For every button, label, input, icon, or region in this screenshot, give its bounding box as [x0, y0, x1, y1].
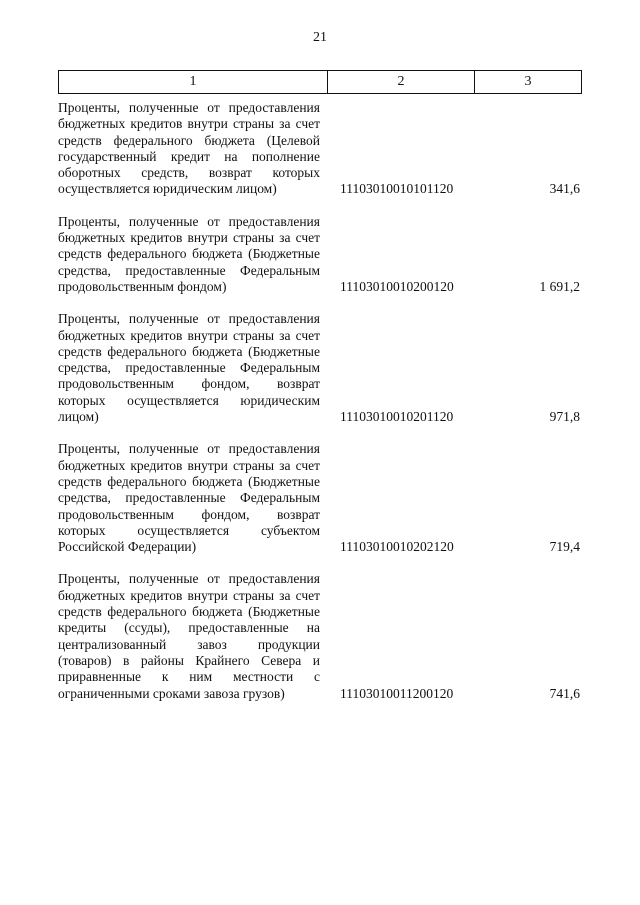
row-amount: 1 691,2	[539, 278, 580, 294]
row-amount: 741,6	[549, 685, 580, 701]
row-description: Проценты, полученные от предоставления бюджетных кредитов внутри страны за счет средств федерального бюджета (Бюджетные средства, предоставленные Федеральным продовольственным фондом)	[58, 213, 320, 294]
table-row	[58, 100, 582, 198]
row-code: 11103010010101120	[340, 181, 454, 197]
column-header-3: 3	[524, 74, 532, 89]
row-description: Проценты, полученные от предоставления бюджетных кредитов внутри страны за счет средств федерального бюджета (Бюджетные кредиты (ссуды), предоставленные на централизованный завоз продукции (товаров) в районы Крайнего Севера и приравненные к ним местности с ограниченными сроками завоза грузов)	[58, 571, 320, 701]
row-description: Проценты, полученные от предоставления бюджетных кредитов внутри страны за счет средств федерального бюджета (Бюджетные средства, предоставленные Федеральным продовольственным фондом, возврат которых осуществляется юридическим лицом)	[58, 311, 320, 425]
row-amount: 719,4	[549, 539, 580, 555]
page-number: 21	[313, 30, 327, 45]
table-row	[58, 441, 582, 555]
row-amount: 971,8	[549, 409, 580, 425]
table-row	[58, 214, 582, 295]
row-code: 11103010010202120	[340, 539, 454, 555]
row-description: Проценты, полученные от предоставления бюджетных кредитов внутри страны за счет средств федерального бюджета (Бюджетные средства, предоставленные Федеральным продовольственным фондом, возврат которых осуществляется субъектом Российской Федерации)	[58, 441, 320, 555]
column-header-2: 2	[328, 71, 475, 93]
column-header-1: 1	[59, 71, 328, 93]
table-row	[58, 571, 582, 701]
row-code: 11103010010201120	[340, 409, 454, 425]
table-header-row	[58, 70, 582, 94]
row-code: 11103010010200120	[340, 278, 454, 294]
table-body	[58, 100, 582, 718]
row-code: 11103010011200120	[340, 685, 454, 701]
row-description: Проценты, полученные от предоставления бюджетных кредитов внутри страны за счет средств федерального бюджета (Целевой государственный кредит на пополнение оборотных средств, возврат которых осуществляется юридическим лицом)	[58, 100, 320, 197]
row-amount: 341,6	[549, 181, 580, 197]
table-row	[58, 311, 582, 425]
